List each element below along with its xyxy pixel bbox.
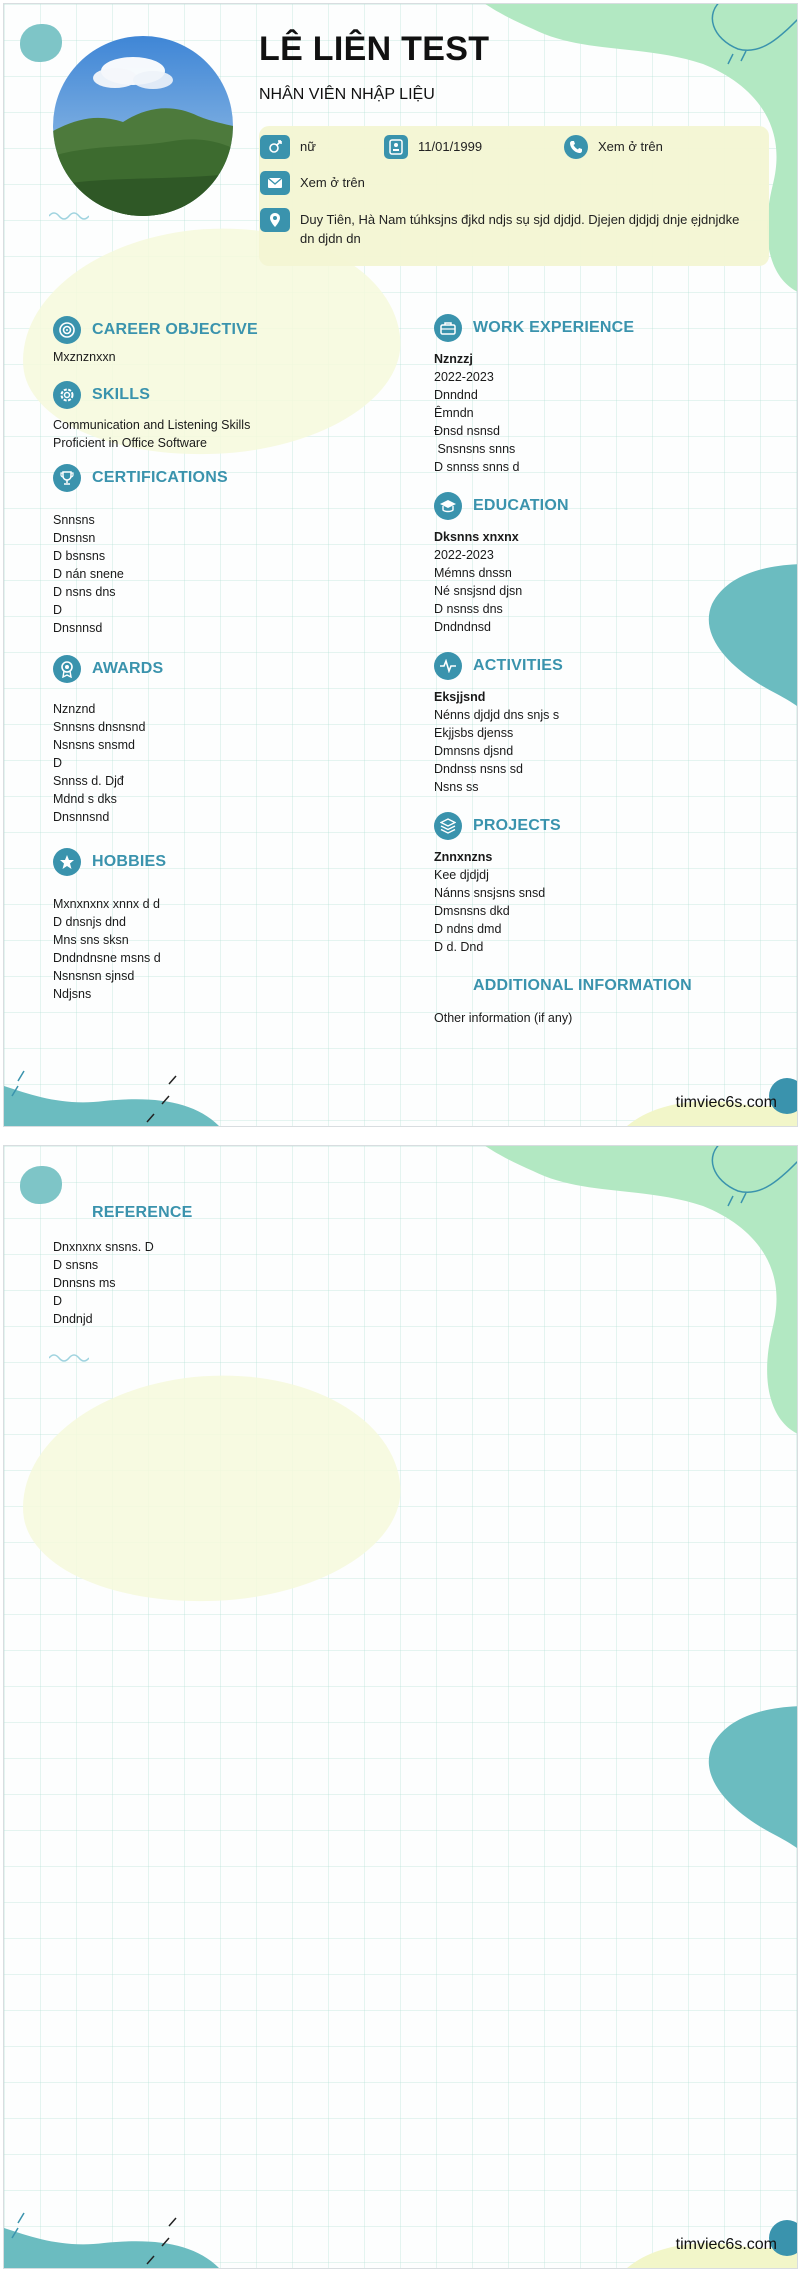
list-item: Dnsnsn [53,531,96,545]
list-item: Mxznznxxn [53,350,116,364]
address-value: Duy Tiên, Hà Nam túhksjns đjkd ndjs sụ sjd djdjd. Djejen djdjdj dnje ẹjdnjdke dn djdn dn [300,212,740,246]
bottom-left-decoration [4,2198,244,2268]
list-item: Ekjjsbs djenss [434,726,514,740]
list-item: Dnndnd [434,388,478,402]
list-item: D snnss snns d [434,460,520,474]
reference-lines [53,1238,413,1328]
list-item: Mns sns sksn [53,933,129,947]
list-item: Dndndnsd [434,620,491,634]
list-item: D nán snene [53,567,124,581]
cv-page-1 [3,3,798,1127]
list-item: D nsns dns [53,585,116,599]
section-title: HOBBIES [92,853,167,870]
gear-icon [53,381,81,409]
phone-value: Xem ở trên [598,139,663,154]
phone-item [564,135,663,159]
list-item: Né snsjsnd djsn [434,584,523,598]
gender-item [260,135,316,159]
list-item: Snnsns dnsnsnd [53,720,146,734]
graduation-cap-icon [434,492,462,520]
list-item: Dnsnnsnd [53,810,110,824]
section-title: SKILLS [92,386,151,403]
gender-icon [260,135,290,159]
education-heading: Dksnns xnxnx [434,530,519,544]
trophy-icon [53,464,81,492]
list-item: Proficient in Office Software [53,436,208,450]
job-title: NHÂN VIÊN NHẬP LIỆU [259,86,435,103]
work-experience-lines [434,368,774,476]
candidate-name: LÊ LIÊN TEST [259,30,490,68]
activities-heading: Eksjjsnd [434,690,486,704]
awards-section [53,654,413,826]
list-item: D nsnss dns [434,602,503,616]
layers-icon [434,812,462,840]
certifications-section [53,463,413,637]
section-title: PROJECTS [473,817,561,834]
skills-section [53,380,413,452]
list-item: Kee djdjdj [434,868,489,882]
gender-value: nữ [300,139,316,154]
target-icon [53,316,81,344]
projects-lines [434,866,774,956]
wave-decoration [49,1352,89,1364]
list-item: Nsnsnsn sjnsd [53,969,135,983]
list-item: Mxnxnxnx xnnx d d [53,897,160,911]
projects-heading: Znnxnzns [434,850,493,864]
location-pin-icon [260,208,290,232]
bottom-left-decoration [4,1056,244,1126]
section-title: CERTIFICATIONS [92,469,228,486]
skills-lines [53,416,413,452]
list-item: Ndjsns [53,987,92,1001]
projects-section [434,811,774,956]
list-item: D d. Dnd [434,940,484,954]
activities-section [434,651,774,796]
list-item: Snnss d. Djđ [53,774,124,788]
list-item: Snsnsns snns [434,442,516,456]
career-objective-lines [53,348,413,366]
yellow-blob-decoration [15,1363,408,1614]
additional-information-section [434,971,774,1027]
list-item: Mémns dnssn [434,566,512,580]
list-item: Nánns snsjsns snsd [434,886,546,900]
teal-dot-decoration [20,24,62,62]
teal-blob-decoration [687,1706,798,1856]
birthdate-item [384,135,482,159]
list-item: D ndns dmd [434,922,502,936]
award-ribbon-icon [53,655,81,683]
career-objective-section [53,315,413,366]
list-item: Other information (if any) [434,1011,573,1025]
list-item: D snsns [53,1258,99,1272]
list-item: Đnsd nsnsd [434,424,501,438]
list-item: Mdnd s dks [53,792,117,806]
reference-section [53,1198,413,1328]
list-item: 2022-2023 [434,548,494,562]
certifications-lines [53,511,413,637]
email-value: Xem ở trên [300,175,365,190]
list-item: Nsnsns snsmd [53,738,135,752]
section-title: WORK EXPERIENCE [473,319,635,336]
list-item: Dnnsns ms [53,1276,116,1290]
list-item: Dnxnxnx snsns. D [53,1240,154,1254]
green-blob-decoration [473,1145,798,1436]
list-item: D [53,603,63,617]
list-item: D dnsnjs dnd [53,915,126,929]
address-item [260,208,750,248]
list-item: Dndnss nsns sd [434,762,523,776]
section-title: ADDITIONAL INFORMATION [473,977,692,994]
list-item: Communication and Listening Skills [53,418,251,432]
list-item: 2022-2023 [434,370,494,384]
list-item: Dmsnsns dkd [434,904,510,918]
work-experience-section [434,313,774,476]
section-title: AWARDS [92,660,164,677]
email-item [260,171,365,195]
list-item: Êmndn [434,406,474,420]
birthdate-value: 11/01/1999 [418,139,483,154]
list-item: D [53,756,63,770]
additional-lines [434,1009,774,1027]
education-lines [434,546,774,636]
list-item: Nsns ss [434,780,479,794]
star-icon [53,848,81,876]
section-title: EDUCATION [473,497,569,514]
list-item: Dndndnsne msns d [53,951,161,965]
cv-page-2 [3,1145,798,2269]
phone-icon [564,135,588,159]
section-title: REFERENCE [92,1204,193,1221]
education-section [434,491,774,636]
id-card-icon [384,135,408,159]
avatar [53,36,233,216]
list-item: Dmnsns djsnd [434,744,514,758]
list-item: Dnsnnsd [53,621,103,635]
list-item: Snnsns [53,513,95,527]
wave-decoration [49,210,89,222]
hobbies-section [53,847,413,1003]
list-item: D bsnsns [53,549,106,563]
activities-lines [434,706,774,796]
work-experience-heading: Nznzzj [434,352,473,366]
footer-brand: timviec6s.com [675,1094,777,1111]
list-item: Nénns djdjd dns snjs s [434,708,560,722]
list-item: Nznznd [53,702,96,716]
list-item: D [53,1294,63,1308]
section-title: CAREER OBJECTIVE [92,321,258,338]
footer-brand: timviec6s.com [675,2236,777,2253]
section-title: ACTIVITIES [473,657,564,674]
list-item: Dndnjd [53,1312,93,1326]
awards-lines [53,700,413,826]
hobbies-lines [53,895,413,1003]
mail-icon [260,171,290,195]
briefcase-icon [434,314,462,342]
pulse-icon [434,652,462,680]
